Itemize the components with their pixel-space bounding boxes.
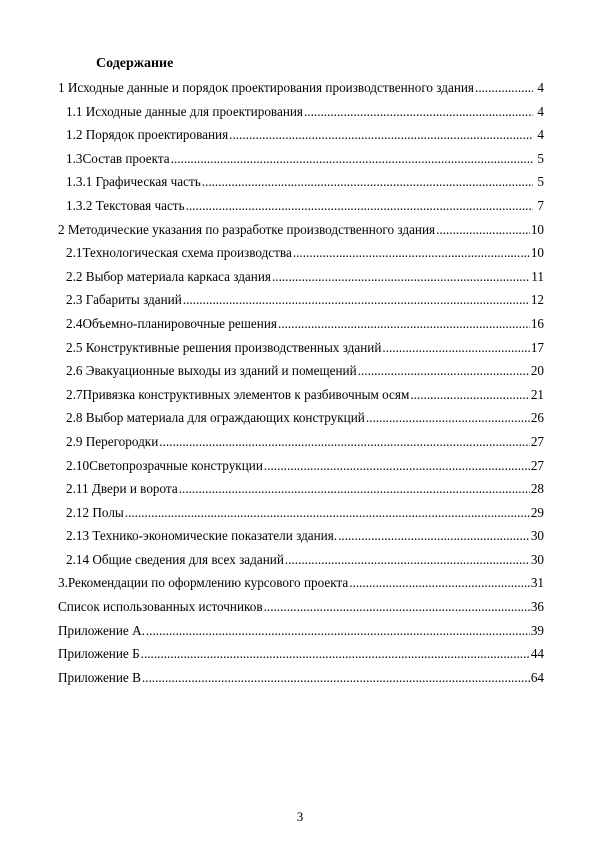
toc-entry[interactable] (58, 151, 544, 175)
toc-entry[interactable] (58, 222, 544, 246)
page-number: 3 (296, 809, 304, 824)
toc-entry-page: 21 (530, 386, 544, 402)
toc-leader-dots (410, 387, 529, 403)
toc-entry[interactable] (58, 599, 544, 623)
page-title: Содержание (96, 56, 174, 71)
toc-entry-page: 31 (530, 575, 544, 591)
toc-leader-dots (304, 104, 533, 120)
toc-leader-dots (475, 80, 533, 96)
toc-entry-page: 5 (537, 174, 544, 190)
toc-leader-dots (436, 222, 530, 238)
toc-leader-dots (382, 340, 529, 356)
toc-entry-label: 2.4Объемно-планировочные решения (66, 315, 277, 331)
toc-entry-page: 4 (537, 127, 544, 143)
toc-entry-page: 4 (537, 103, 544, 119)
toc-entry[interactable] (58, 481, 544, 505)
toc-entry[interactable] (58, 245, 544, 269)
toc-entry-page: 28 (530, 481, 544, 497)
toc-leader-dots (186, 198, 533, 214)
toc-leader-dots (125, 505, 530, 521)
toc-entry-page: 29 (530, 504, 544, 520)
toc-leader-dots (264, 599, 530, 615)
toc-leader-dots (272, 269, 530, 285)
toc-entry-page: 10 (530, 245, 544, 261)
toc-entry-label: 2 Методические указания по разработке производственного здания (58, 221, 436, 237)
toc-entry-page: 11 (531, 268, 544, 284)
toc-entry[interactable] (58, 623, 544, 647)
toc-leader-dots (159, 434, 530, 450)
toc-entry-label: 2.1Технологическая схема производства (66, 245, 292, 261)
toc-entry-label: 2.7Привязка конструктивных элементов к разбивочным осям (66, 386, 410, 402)
toc-entry-label: 2.3 Габариты зданий (66, 292, 182, 308)
toc-entry-label: 2.14 Общие сведения для всех заданий (66, 551, 284, 567)
toc-entry-label: 2.12 Полы (66, 504, 124, 520)
toc-leader-dots (338, 528, 530, 544)
toc-entry-label: 2.9 Перегородки (66, 433, 159, 449)
toc-entry-page: 5 (537, 150, 544, 166)
toc-entry[interactable] (58, 363, 544, 387)
toc-leader-dots (183, 292, 530, 308)
toc-entry[interactable] (58, 316, 544, 340)
toc-entry-label: 3.Рекомендации по оформлению курсового проекта (58, 575, 349, 591)
toc-entry-page: 17 (530, 339, 544, 355)
toc-leader-dots (146, 623, 530, 639)
toc-entry[interactable] (58, 174, 544, 198)
toc-entry-page: 30 (530, 551, 544, 567)
toc-entry[interactable] (58, 528, 544, 552)
toc-entry-label: 2.8 Выбор материала для ограждающих конструкций (66, 410, 365, 426)
toc-entry-label: Список использованных источников (58, 599, 263, 615)
toc-entry[interactable] (58, 505, 544, 529)
toc-entry[interactable] (58, 646, 544, 670)
toc-entry-page: 30 (530, 528, 544, 544)
toc-entry-label: Приложение В (58, 669, 141, 685)
toc-entry-page: 26 (530, 410, 544, 426)
toc-entry-page: 27 (530, 457, 544, 473)
toc-entry-label: 2.6 Эвакуационные выходы из зданий и помещений (66, 363, 357, 379)
toc-entry[interactable] (58, 552, 544, 576)
toc-entry[interactable] (58, 410, 544, 434)
toc-leader-dots (179, 481, 530, 497)
toc-leader-dots (349, 575, 530, 591)
toc-entry-label: 1.3.1 Графическая часть (66, 174, 201, 190)
toc-leader-dots (171, 151, 533, 167)
toc-entry-label: 2.5 Конструктивные решения производственных зданий (66, 339, 382, 355)
toc-entry-label: 2.13 Технико-экономические показатели здания. (66, 528, 338, 544)
toc-entry[interactable] (58, 198, 544, 222)
toc-entry[interactable] (58, 387, 544, 411)
toc-entry[interactable] (58, 104, 544, 128)
toc-entry-page: 16 (530, 315, 544, 331)
toc-leader-dots (202, 174, 533, 190)
toc-entry-page: 4 (537, 80, 544, 95)
toc-leader-dots (229, 127, 533, 143)
toc-entry-page: 39 (530, 622, 544, 638)
toc-entry-page: 20 (530, 363, 544, 379)
toc-leader-dots (366, 410, 530, 426)
toc-entry-label: 1.1 Исходные данные для проектирования (66, 103, 303, 119)
toc-entry-label: 1.3Состав проекта (66, 150, 170, 166)
toc-entry-page: 44 (530, 646, 544, 662)
toc-entry[interactable] (58, 340, 544, 364)
toc-entry-label: Приложение А. (58, 622, 145, 638)
toc-entry-label: 1.2 Порядок проектирования (66, 127, 229, 143)
toc-entry-page: 10 (530, 221, 544, 237)
table-of-contents (58, 80, 544, 693)
toc-entry[interactable] (58, 434, 544, 458)
toc-leader-dots (278, 316, 530, 332)
toc-leader-dots (264, 458, 530, 474)
toc-entry-label: Приложение Б (58, 646, 140, 662)
toc-entry-page: 7 (537, 197, 544, 213)
toc-entry-label: 1.3.2 Текстовая часть (66, 197, 185, 213)
toc-leader-dots (358, 363, 530, 379)
toc-entry[interactable] (58, 269, 544, 293)
toc-entry-page: 36 (530, 599, 544, 615)
toc-entry[interactable] (58, 670, 544, 694)
toc-entry[interactable] (58, 575, 544, 599)
toc-entry-page: 64 (530, 669, 544, 685)
toc-entry-page: 12 (530, 292, 544, 308)
toc-entry-label: 2.10Светопрозрачные конструкции (66, 457, 263, 473)
toc-entry-label: 2.11 Двери и ворота (66, 481, 178, 497)
toc-entry-label: 1 Исходные данные и порядок проектирования производственного здания (58, 80, 475, 95)
toc-entry[interactable] (58, 127, 544, 151)
toc-leader-dots (285, 552, 530, 568)
toc-entry[interactable] (58, 292, 544, 316)
toc-leader-dots (141, 646, 530, 662)
toc-leader-dots (293, 245, 530, 261)
toc-entry[interactable] (58, 80, 544, 104)
toc-entry-label: 2.2 Выбор материала каркаса здания (66, 268, 271, 284)
toc-entry[interactable] (58, 458, 544, 482)
toc-leader-dots (142, 670, 530, 686)
toc-entry-page: 27 (530, 433, 544, 449)
